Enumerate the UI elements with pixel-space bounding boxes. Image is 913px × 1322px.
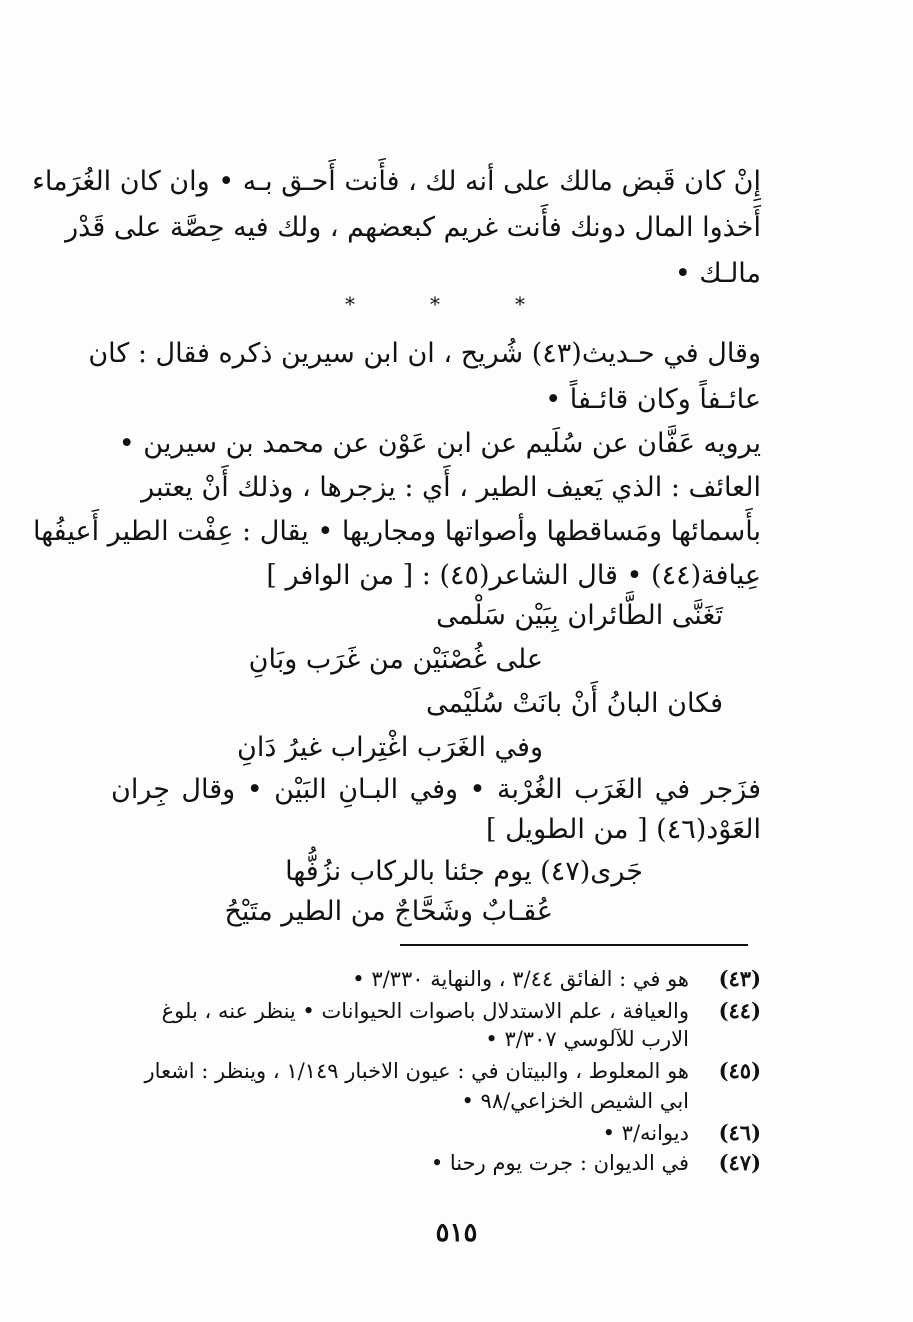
footnote-number: (٤٦)	[718, 1120, 761, 1145]
footnote-number: (٤٧)	[718, 1150, 761, 1175]
body-line-3: مالـك •	[674, 258, 761, 289]
para-line-2: عائـفاً وكان قائـفاً •	[545, 384, 761, 415]
verse2-line-2: عُقـابٌ وشَحَّاجٌ من الطير متَيْحُ	[224, 896, 553, 927]
footnote-45	[111, 1056, 761, 1086]
footnote-45-continuation: ابي الشيص الخزاعي/٩٨ •	[461, 1089, 689, 1113]
divider-star: *	[515, 292, 525, 316]
footnote-number: (٤٣)	[718, 966, 761, 991]
para-line-4: العائف : الذي يَعيف الطير ، أَي : يزجرها ، وذلك أَنْ يعتبر	[141, 472, 761, 503]
footnote-44-continuation: الارب للآلوسي ٣/٣٠٧ •	[485, 1027, 689, 1051]
footnote-rule	[400, 944, 748, 946]
footnote-46	[111, 1118, 761, 1148]
verse-line-1: تَغَنَّى الطَّائران بِبَيْن سَلْمى	[436, 600, 723, 631]
after-verse-line-2: العَوْد(٤٦) [ من الطويل ]	[485, 814, 761, 845]
footnote-text: ديوانه/٣ •	[602, 1121, 689, 1145]
para-line-3: يرويه عَفَّان عن سُلَيم عن ابن عَوْن عن محمد بن سيرين •	[118, 428, 761, 459]
footnote-text: والعيافة ، علم الاستدلال باصوات الحيوانات • ينظر عنه ، بلوغ	[161, 999, 689, 1023]
footnote-47	[111, 1148, 761, 1178]
section-divider	[345, 292, 525, 316]
footnote-number: (٤٤)	[718, 998, 761, 1023]
page-number: ٥١٥	[435, 1218, 478, 1248]
para-line-1: وقال في حـديث(٤٣) شُريح ، ان ابن سيرين ذكره فقال : كان	[88, 338, 761, 369]
verse-line-3: فكان البانُ أَنْ بانَتْ سُلَيْمى	[425, 688, 723, 719]
verse-line-4: وفي الغَرَب اغْتِراب غيرُ دَانِ	[237, 732, 543, 763]
footnote-text: في الديوان : جرت يوم رحنا •	[430, 1151, 689, 1175]
para-line-5: بأَسمائها ومَساقطها وأصواتها ومجاريها • يقال : عِفْت الطير أَعيفُها	[33, 516, 761, 547]
footnote-number: (٤٥)	[718, 1058, 761, 1083]
verse2-line-1: جَرى(٤٧) يوم جئنا بالركاب نزُفُّها	[285, 856, 643, 887]
after-verse-line-1: فزَجر في الغَرَب الغُرْبة • وفي البـانِ البَيْن • وقال جِران	[111, 774, 761, 805]
footnote-44	[111, 996, 761, 1026]
footnote-text: هو في : الفائق ٣/٤٤ ، والنهاية ٣/٣٣٠ •	[352, 967, 689, 991]
verse-line-2: على غُصْنَيْن من غَرَب وبَانِ	[248, 644, 543, 675]
body-line-2: أَخذوا المال دونك فأَنت غريم كبعضهم ، ولك فيه حِصَّة على قَدْر	[65, 212, 761, 243]
divider-star: *	[345, 292, 355, 316]
footnote-text: هو المعلوط ، والبيتان في : عيون الاخبار ١/١٤٩ ، وينظر : اشعار	[144, 1059, 689, 1083]
body-line-1: إِنْ كان قَبض مالك على أنه لك ، فأَنت أَحـق بـه • وان كان الغُرَماء	[32, 166, 761, 197]
para-line-6: عِيافة(٤٤) • قال الشاعر(٤٥) : [ من الوافر ]	[266, 560, 761, 591]
divider-star: *	[430, 292, 440, 316]
footnote-43	[111, 964, 761, 994]
